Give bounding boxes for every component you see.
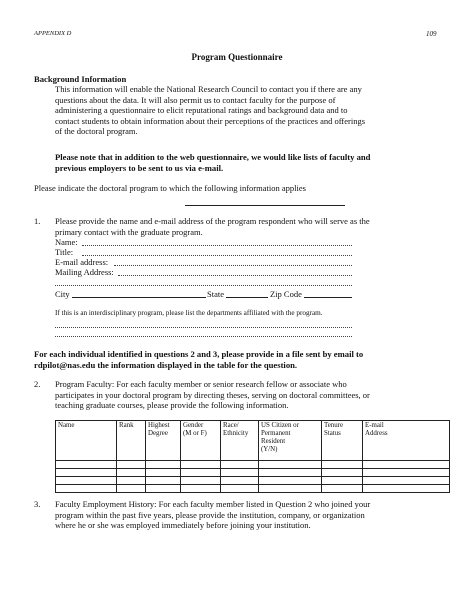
q1-line: primary contact with the graduate program. — [55, 226, 203, 237]
mailing-address-input-line-2[interactable] — [55, 285, 352, 286]
email-instructions-line: rdpilot@nas.edu the information displayed in the table for the question. — [34, 359, 298, 370]
table-row[interactable] — [56, 461, 450, 469]
table-row[interactable] — [56, 469, 450, 477]
page-title: Program Questionnaire — [191, 52, 283, 62]
table-row[interactable] — [56, 485, 450, 493]
appendix-label: APPENDIX D — [34, 30, 72, 37]
departments-input-line[interactable] — [55, 327, 352, 328]
note-line: previous employers to be sent to us via e-mail. — [55, 162, 224, 173]
program-prompt: Please indicate the doctoral program to which the following information applies — [34, 183, 306, 193]
q3-text — [55, 499, 370, 531]
col-header-tenure-status: Tenure Status — [322, 421, 363, 461]
col-header-email-address: E-mail Address — [363, 421, 450, 461]
q2-line: teaching graduate courses, please provide the following information. — [55, 400, 289, 410]
q1-text — [55, 216, 370, 237]
name-label: Name: — [55, 237, 78, 247]
faculty-table-header-row — [56, 421, 450, 461]
q3-number: 3. — [34, 499, 41, 509]
state-label: State — [207, 289, 224, 299]
title-label: Title: — [55, 247, 74, 257]
name-input-line[interactable] — [82, 245, 352, 246]
q3-line: Faculty Employment History: For each faculty member listed in Question 2 who joined your — [55, 499, 371, 509]
col-header-race-ethnicity: Race/ Ethnicity — [221, 421, 259, 461]
q2-line: participates in your doctoral program by directing theses, serving on doctoral committees, or — [55, 389, 370, 400]
email-label: E-mail address: — [55, 257, 109, 267]
q2-number: 2. — [34, 379, 41, 389]
q1-line: Please provide the name and e-mail address of the program respondent who will serve as the — [55, 216, 370, 226]
faculty-table — [55, 420, 450, 493]
background-line: of the doctoral program. — [55, 126, 138, 136]
col-header-highest-degree: Highest Degree — [146, 421, 181, 461]
zip-input-line[interactable] — [304, 297, 352, 298]
q2-line: Program Faculty: For each faculty member or senior research fellow or associate who — [55, 379, 347, 389]
col-header-us-citizen: US Citizen or Permanent Resident (Y/N) — [259, 421, 322, 461]
q2-text — [55, 379, 370, 411]
city-label: City — [55, 289, 70, 299]
background-line: contact students to obtain information about their perceptions of the practices and offerings — [55, 115, 366, 126]
mailing-address-label: Mailing Address: — [55, 267, 114, 277]
program-input-line[interactable] — [185, 205, 345, 206]
background-paragraph — [55, 84, 365, 137]
background-line: questions about the data. It will also permit us to contact faculty for the purpose of — [55, 94, 336, 105]
interdisciplinary-note: If this is an interdisciplinary program, please list the departments affiliated with the program. — [55, 309, 323, 317]
email-input-line[interactable] — [114, 265, 352, 266]
email-instructions — [34, 349, 363, 370]
state-input-line[interactable] — [226, 297, 268, 298]
col-header-rank: Rank — [117, 421, 146, 461]
background-line: This information will enable the National Research Council to contact you if there are any — [55, 84, 362, 94]
mailing-address-input-line[interactable] — [118, 275, 352, 276]
email-instructions-line: For each individual identified in questions 2 and 3, please provide in a file sent by email to — [34, 349, 364, 359]
background-line: administering a questionnaire to elicit reputational ratings and background data and to — [55, 105, 348, 115]
city-input-line[interactable] — [72, 297, 206, 298]
note-line: Please note that in addition to the web questionnaire, we would like lists of faculty and — [55, 152, 371, 162]
departments-input-line-2[interactable] — [55, 336, 352, 337]
page-number: 109 — [426, 30, 437, 38]
q1-number: 1. — [34, 216, 41, 226]
email-lists-note — [55, 152, 370, 173]
col-header-name: Name — [56, 421, 117, 461]
col-header-gender: Gender (M or F) — [181, 421, 221, 461]
q3-line: where he or she was employed immediately before joining your institution. — [55, 520, 311, 530]
table-row[interactable] — [56, 477, 450, 485]
background-heading: Background Information — [34, 74, 127, 84]
title-input-line[interactable] — [82, 255, 352, 256]
q3-line: program within the past five years, please provide the institution, company, or organization — [55, 509, 365, 520]
zip-label: Zip Code — [270, 289, 302, 299]
